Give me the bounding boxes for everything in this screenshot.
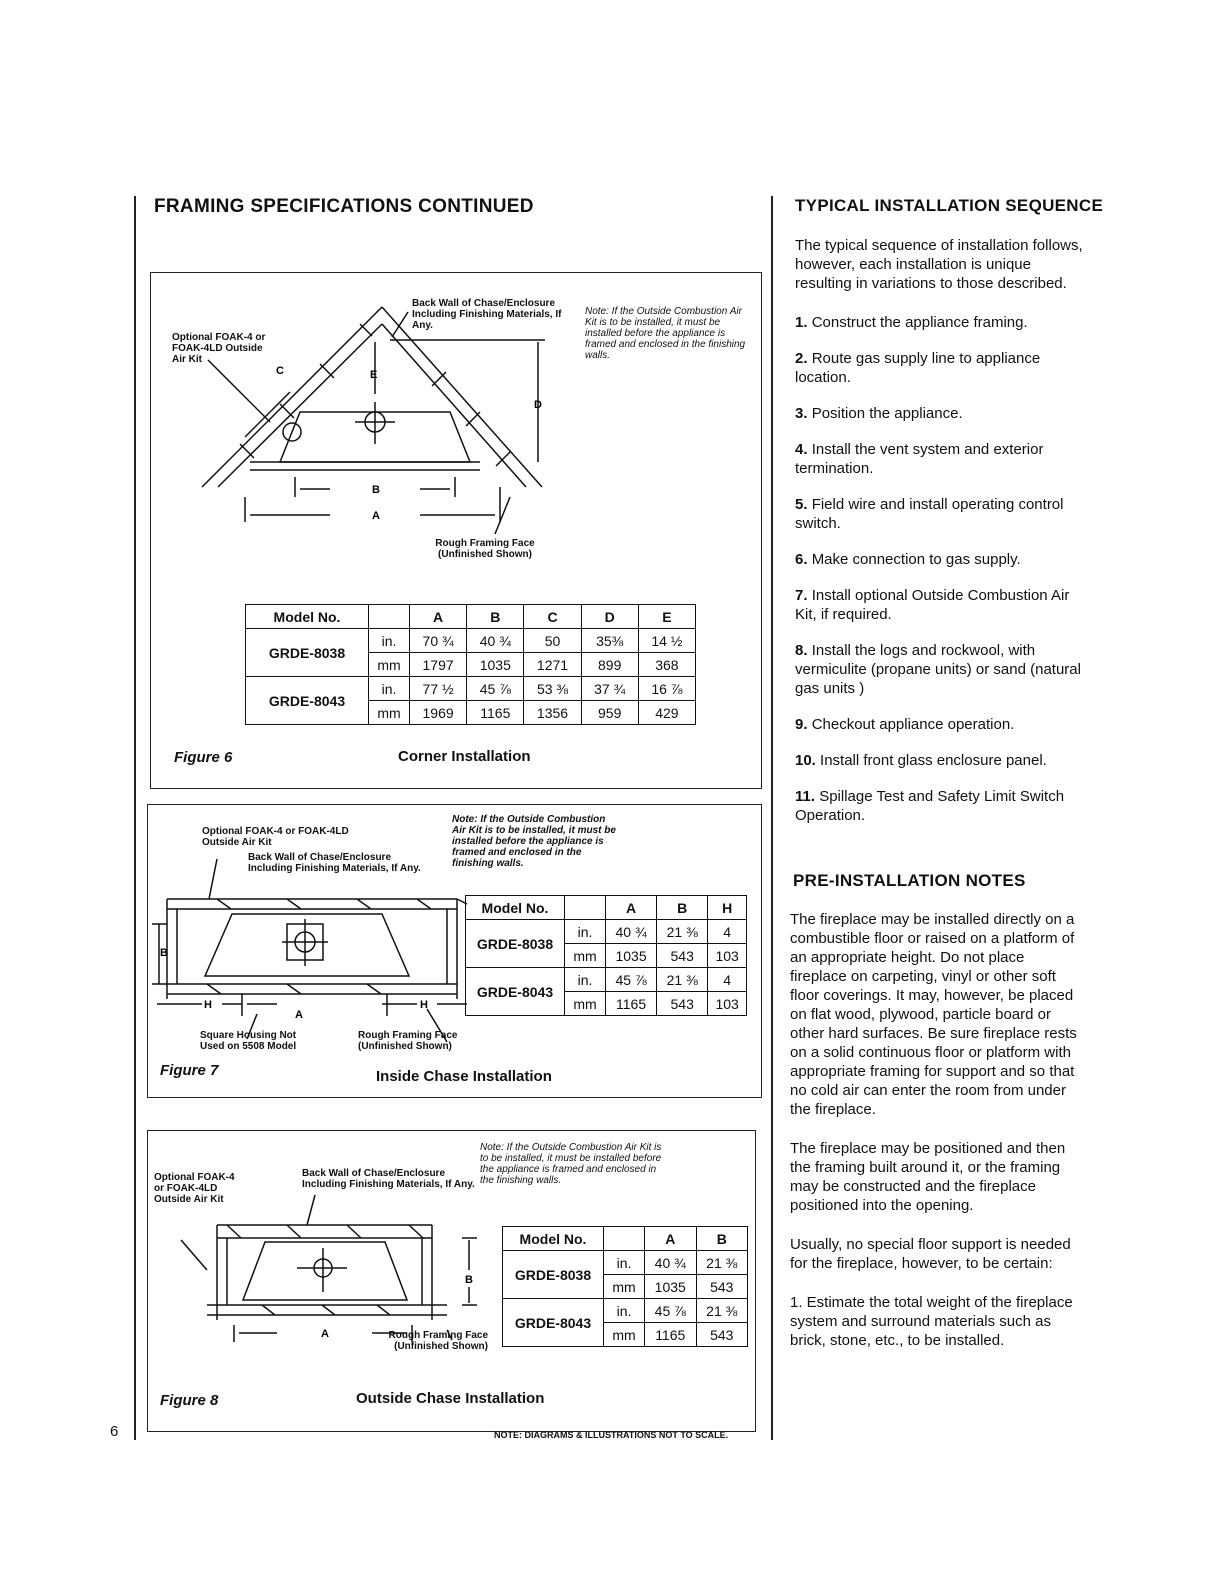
table-cell: 1271	[524, 653, 581, 677]
figure6-note: Note: If the Outside Combustion Air Kit is to be installed, it must be installed before the appliance is framed and enclosed in the finishing walls.	[585, 306, 746, 361]
step-text: Install front glass enclosure panel.	[820, 752, 1047, 769]
figure8-model-8043: GRDE-8043	[503, 1299, 604, 1347]
figure6-header-model: Model No.	[246, 605, 369, 629]
table-cell: 21 ⅜	[657, 968, 708, 992]
figure8-header-a: A	[645, 1227, 697, 1251]
figure6-header-a: A	[410, 605, 467, 629]
step-number: 11.	[795, 788, 816, 805]
figure8-model-8038: GRDE-8038	[503, 1251, 604, 1299]
step-text: Install optional Outside Combustion Air Kit, if required.	[795, 587, 1070, 623]
figure7-dim-a: A	[295, 1009, 303, 1021]
page-number: 6	[110, 1423, 119, 1440]
pre-installation-paragraph: The fireplace may be installed directly on a combustible floor or raised on a platform of an appropriate height. Do not place fireplace on carpeting, vinyl or other soft floor coverings. It may, however, be placed on flat wood, plywood, particle board or other hard surfaces. Be sure fireplace rests on a solid continuous floor or platform with appropriate framing for support and so that no cold air can enter the room from under the fireplace.	[790, 911, 1077, 1118]
step-text: Spillage Test and Safety Limit Switch Operation.	[795, 788, 1065, 824]
figure6-air-kit-label: Optional FOAK-4 or FOAK-4LD Outside Air Kit	[172, 332, 266, 365]
figure6-table	[245, 604, 696, 725]
step-number: 9.	[795, 716, 808, 733]
table-cell: 53 ⅜	[524, 677, 581, 701]
figure6-dim-b: B	[372, 484, 380, 496]
list-item	[795, 715, 1087, 734]
table-cell: 4	[708, 968, 747, 992]
pre-installation-paragraph: Usually, no special floor support is needed for the fireplace, however, to be certain:	[790, 1236, 1071, 1272]
figure6-header-unit	[369, 605, 410, 629]
list-item	[795, 641, 1087, 698]
step-text: Make connection to gas supply.	[811, 551, 1021, 568]
pre-installation-section	[790, 910, 1084, 1367]
figure8-label: Figure 8	[160, 1392, 219, 1409]
table-cell: 899	[581, 653, 638, 677]
table-cell: in.	[604, 1299, 645, 1323]
page-title: FRAMING SPECIFICATIONS CONTINUED	[154, 196, 534, 217]
pre-installation-heading: PRE-INSTALLATION NOTES	[793, 871, 1026, 890]
figure7-air-kit-label: Optional FOAK-4 or FOAK-4LD Outside Air Kit	[202, 826, 349, 848]
figure6-dim-d: D	[534, 399, 542, 411]
list-item	[795, 313, 1087, 332]
pre-installation-paragraph: 1. Estimate the total weight of the fireplace system and surround materials such as brick, stone, etc., to be installed.	[790, 1294, 1073, 1349]
table-cell: 45 ⅞	[606, 968, 657, 992]
step-number: 7.	[795, 587, 808, 604]
table-cell: 103	[708, 992, 747, 1016]
step-number: 3.	[795, 405, 808, 422]
table-cell: 1165	[645, 1323, 697, 1347]
table-cell: 103	[708, 944, 747, 968]
figure7-header-h: H	[708, 896, 747, 920]
table-cell: mm	[369, 653, 410, 677]
table-cell: 1165	[467, 701, 524, 725]
table-cell: mm	[604, 1323, 645, 1347]
figure7-header-unit	[565, 896, 606, 920]
table-cell: mm	[604, 1275, 645, 1299]
table-cell: 35⅜	[581, 629, 638, 653]
step-number: 2.	[795, 350, 808, 367]
figure8-dim-a: A	[321, 1328, 329, 1340]
table-cell: mm	[369, 701, 410, 725]
list-item	[795, 349, 1087, 387]
installation-intro: The typical sequence of installation follows, however, each installation is unique resulting in variations to those described.	[795, 237, 1083, 292]
figure7-label: Figure 7	[160, 1062, 219, 1079]
installation-heading: TYPICAL INSTALLATION SEQUENCE	[795, 196, 1104, 215]
figure7-dim-h-left: H	[204, 999, 212, 1011]
step-text: Position the appliance.	[811, 405, 963, 422]
figure6-header-d: D	[581, 605, 638, 629]
figure7-header-b: B	[657, 896, 708, 920]
figure8-air-kit-label: Optional FOAK-4 or FOAK-4LD Outside Air Kit	[154, 1172, 235, 1205]
table-cell: 45 ⅞	[467, 677, 524, 701]
step-number: 6.	[795, 551, 808, 568]
list-item	[795, 787, 1087, 825]
figure8-back-wall-label: Back Wall of Chase/Enclosure Including Finishing Materials, If Any.	[302, 1168, 475, 1190]
figure8-header-model: Model No.	[503, 1227, 604, 1251]
step-text: Install the logs and rockwool, with vermiculite (propane units) or sand (natural gas units )	[795, 642, 1081, 697]
table-cell: 1165	[606, 992, 657, 1016]
list-item	[795, 586, 1087, 624]
figure8-header-b: B	[696, 1227, 748, 1251]
table-cell: 21 ⅜	[657, 920, 708, 944]
step-text: Install the vent system and exterior termination.	[795, 441, 1044, 477]
step-number: 10.	[795, 752, 816, 769]
table-cell: 50	[524, 629, 581, 653]
figure7-back-wall-label: Back Wall of Chase/Enclosure Including Finishing Materials, If Any.	[248, 852, 421, 874]
table-cell: 1035	[606, 944, 657, 968]
installation-section	[795, 236, 1087, 842]
step-number: 5.	[795, 496, 808, 513]
figure6-header-b: B	[467, 605, 524, 629]
figure6-label: Figure 6	[174, 749, 233, 766]
figure6-rough-face-label: Rough Framing Face (Unfinished Shown)	[435, 538, 535, 560]
table-cell: 45 ⅞	[645, 1299, 697, 1323]
left-margin-rule	[134, 196, 136, 1440]
table-cell: mm	[565, 992, 606, 1016]
table-cell: 70 ¾	[410, 629, 467, 653]
figure7-rough-face-label: Rough Framing Face (Unfinished Shown)	[358, 1030, 458, 1052]
table-cell: 1797	[410, 653, 467, 677]
list-item	[795, 440, 1087, 478]
figure6-dim-e: E	[370, 369, 378, 381]
figure7-note: Note: If the Outside Combustion Air Kit is to be installed, it must be installed before the appliance is framed and enclosed in the finishing walls.	[452, 814, 616, 869]
table-cell: 429	[638, 701, 695, 725]
table-cell: 959	[581, 701, 638, 725]
table-cell: 37 ¾	[581, 677, 638, 701]
step-text: Construct the appliance framing.	[811, 314, 1028, 331]
figure7-header-a: A	[606, 896, 657, 920]
table-cell: 16 ⅞	[638, 677, 695, 701]
figure8-note: Note: If the Outside Combustion Air Kit is to be installed, it must be installed before the appliance is framed and enclosed in the finishing walls.	[480, 1142, 662, 1186]
table-cell: 40 ¾	[467, 629, 524, 653]
step-text: Checkout appliance operation.	[811, 716, 1015, 733]
figure6-dim-a: A	[372, 510, 380, 522]
figure6-model-8043: GRDE-8043	[246, 677, 369, 725]
figure7-dim-b: B	[160, 947, 168, 959]
table-cell: 543	[657, 992, 708, 1016]
pre-installation-paragraph: The fireplace may be positioned and then the framing built around it, or the framing may be constructed and the fireplace positioned into the opening.	[790, 1140, 1066, 1214]
list-item	[795, 404, 1087, 423]
table-cell: 1035	[467, 653, 524, 677]
table-cell: in.	[369, 677, 410, 701]
table-cell: 368	[638, 653, 695, 677]
figure7-dim-h-right: H	[420, 999, 428, 1011]
table-cell: 21 ⅜	[696, 1299, 748, 1323]
footer-note: NOTE: DIAGRAMS & ILLUSTRATIONS NOT TO SCALE.	[494, 1430, 729, 1440]
list-item	[795, 751, 1087, 770]
step-text: Route gas supply line to appliance location.	[795, 350, 1041, 386]
table-cell: 1356	[524, 701, 581, 725]
figure7-caption: Inside Chase Installation	[376, 1068, 552, 1085]
table-cell: 1969	[410, 701, 467, 725]
figure8-dim-b: B	[465, 1274, 473, 1286]
figure7-header-model: Model No.	[466, 896, 565, 920]
step-number: 1.	[795, 314, 808, 331]
table-cell: 543	[696, 1275, 748, 1299]
table-cell: in.	[565, 968, 606, 992]
list-item	[795, 495, 1087, 533]
table-cell: in.	[565, 920, 606, 944]
figure8-table	[502, 1226, 748, 1347]
table-cell: 40 ¾	[645, 1251, 697, 1275]
figure6-back-wall-label: Back Wall of Chase/Enclosure Including Finishing Materials, If Any.	[412, 298, 562, 331]
figure6-dim-c: C	[276, 365, 284, 377]
figure6-header-c: C	[524, 605, 581, 629]
step-text: Field wire and install operating control switch.	[795, 496, 1064, 532]
step-number: 4.	[795, 441, 808, 458]
table-cell: in.	[369, 629, 410, 653]
figure6-model-8038: GRDE-8038	[246, 629, 369, 677]
table-cell: 1035	[645, 1275, 697, 1299]
table-cell: 543	[696, 1323, 748, 1347]
figure7-square-housing-label: Square Housing Not Used on 5508 Model	[200, 1030, 297, 1052]
table-cell: 40 ¾	[606, 920, 657, 944]
table-cell: 14 ½	[638, 629, 695, 653]
list-item	[795, 550, 1087, 569]
table-cell: 21 ⅜	[696, 1251, 748, 1275]
figure8-header-unit	[604, 1227, 645, 1251]
table-cell: mm	[565, 944, 606, 968]
figure7-model-8043: GRDE-8043	[466, 968, 565, 1016]
figure6-header-e: E	[638, 605, 695, 629]
figure6-caption: Corner Installation	[398, 748, 531, 765]
table-cell: in.	[604, 1251, 645, 1275]
step-number: 8.	[795, 642, 808, 659]
figure8-caption: Outside Chase Installation	[356, 1390, 545, 1407]
table-cell: 543	[657, 944, 708, 968]
table-cell: 77 ½	[410, 677, 467, 701]
table-cell: 4	[708, 920, 747, 944]
figure7-table	[465, 895, 747, 1016]
column-divider-rule	[771, 196, 773, 1440]
figure7-model-8038: GRDE-8038	[466, 920, 565, 968]
figure8-rough-face-label: Rough Framing Face (Unfinished Shown)	[388, 1330, 488, 1352]
